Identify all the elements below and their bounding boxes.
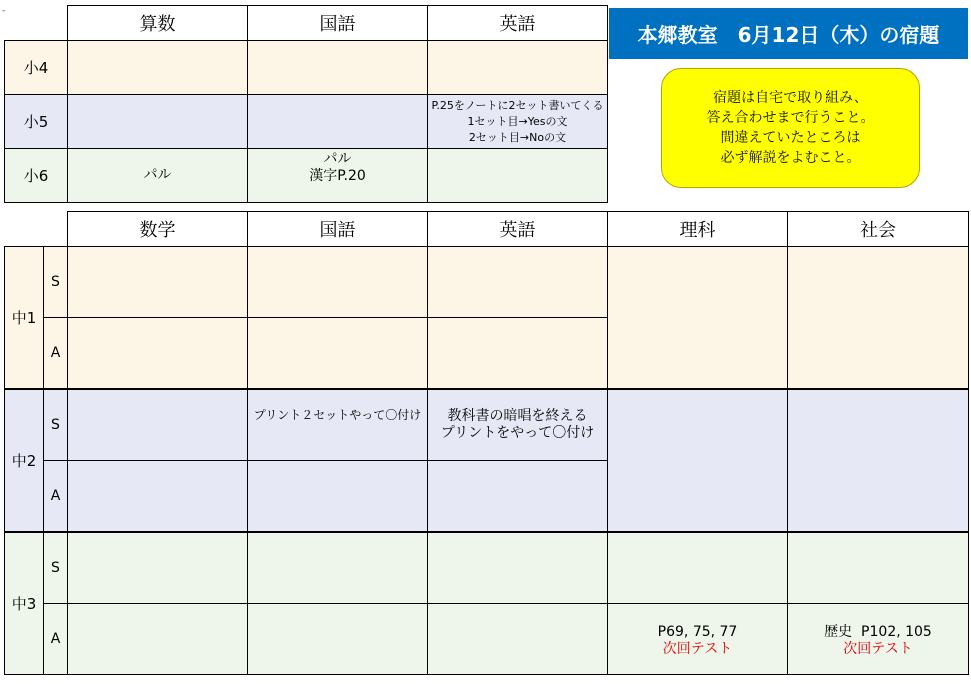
level-label-a: A	[44, 604, 68, 675]
cell-chu1-s-sugaku	[68, 247, 248, 318]
elem-row-sho5	[5, 95, 608, 149]
cell-chu3-a-shakai	[788, 604, 969, 675]
cell-sho5-sansu	[68, 95, 248, 149]
instruction-note: 宿題は自宅で取り組み、 答え合わせまで行うこと。 間違えていたところは 必ず解説をよむこと。	[661, 68, 920, 188]
cell-sho6-sansu: パル	[68, 149, 248, 203]
grade-label-chu1: 中1	[5, 247, 44, 389]
level-label-s: S	[44, 389, 68, 461]
cell-chu3-s-sugaku	[68, 532, 248, 604]
cell-sho5-eigo: P.25をノートに2セット書いてくる 1セット目→Yesの文 2セット目→Noの文	[428, 95, 608, 149]
mid-header-eigo: 英語	[428, 212, 608, 247]
mid-header-kokugo: 国語	[248, 212, 428, 247]
mid-row-chu1-s	[5, 247, 969, 318]
cell-sho4-kokugo	[248, 41, 428, 95]
elem-header-sansu: 算数	[68, 6, 248, 41]
grade-label-sho6: 小6	[5, 149, 68, 203]
level-label-a: A	[44, 318, 68, 389]
cell-chu1-a-sugaku	[68, 318, 248, 389]
mid-header-shakai: 社会	[788, 212, 969, 247]
shakai-pages: 歴史 P102, 105	[824, 624, 932, 640]
level-label-s: S	[44, 532, 68, 604]
cell-sho6-eigo	[428, 149, 608, 203]
elem-header-blank	[5, 6, 68, 41]
cell-chu1-shakai	[788, 247, 969, 389]
cell-chu1-rika	[608, 247, 788, 389]
level-label-a: A	[44, 461, 68, 532]
mid-row-chu3-s	[5, 532, 969, 604]
page-title: 本郷教室 6月12日（木）の宿題	[609, 8, 968, 59]
shakai-next-test: 次回テスト	[843, 641, 913, 657]
mid-header-blank	[5, 212, 68, 247]
elem-header-eigo: 英語	[428, 6, 608, 41]
cell-chu1-a-eigo	[428, 318, 608, 389]
cell-chu2-rika	[608, 389, 788, 532]
corner-mark: -	[2, 6, 6, 16]
cell-chu2-a-kokugo	[248, 461, 428, 532]
cell-chu3-a-kokugo	[248, 604, 428, 675]
cell-chu2-s-kokugo: プリント２セットやって〇付け	[248, 389, 428, 461]
cell-chu2-a-eigo	[428, 461, 608, 532]
rika-next-test: 次回テスト	[662, 641, 733, 657]
cell-chu3-a-sugaku	[68, 604, 248, 675]
cell-chu1-s-eigo	[428, 247, 608, 318]
mid-row-chu2-s	[5, 389, 969, 461]
cell-chu2-s-eigo: 教科書の暗唱を終える プリントをやって〇付け	[428, 389, 608, 461]
mid-row-chu3-a	[5, 604, 969, 675]
cell-chu3-s-shakai	[788, 532, 969, 604]
cell-chu3-s-eigo	[428, 532, 608, 604]
cell-chu2-a-sugaku	[68, 461, 248, 532]
cell-chu2-s-sugaku	[68, 389, 248, 461]
cell-sho4-eigo	[428, 41, 608, 95]
mid-header-sugaku: 数学	[68, 212, 248, 247]
cell-sho6-kokugo: パル 漢字P.20	[248, 149, 428, 203]
grade-label-chu2: 中2	[5, 389, 44, 532]
grade-label-sho4: 小4	[5, 41, 68, 95]
level-label-s: S	[44, 247, 68, 318]
cell-chu3-s-kokugo	[248, 532, 428, 604]
mid-header-rika: 理科	[608, 212, 788, 247]
grade-label-sho5: 小5	[5, 95, 68, 149]
rika-pages: P69, 75, 77	[657, 624, 738, 640]
cell-chu3-a-eigo	[428, 604, 608, 675]
cell-chu2-shakai	[788, 389, 969, 532]
cell-chu1-a-kokugo	[248, 318, 428, 389]
elem-row-sho6	[5, 149, 608, 203]
elem-header-kokugo: 国語	[248, 6, 428, 41]
cell-sho4-sansu	[68, 41, 248, 95]
middle-school-homework-table	[4, 211, 969, 675]
cell-sho5-kokugo	[248, 95, 428, 149]
elementary-homework-table	[4, 5, 608, 203]
cell-chu3-s-rika	[608, 532, 788, 604]
grade-label-chu3: 中3	[5, 532, 44, 675]
elem-row-sho4	[5, 41, 608, 95]
cell-chu1-s-kokugo	[248, 247, 428, 318]
cell-chu3-a-rika	[608, 604, 788, 675]
